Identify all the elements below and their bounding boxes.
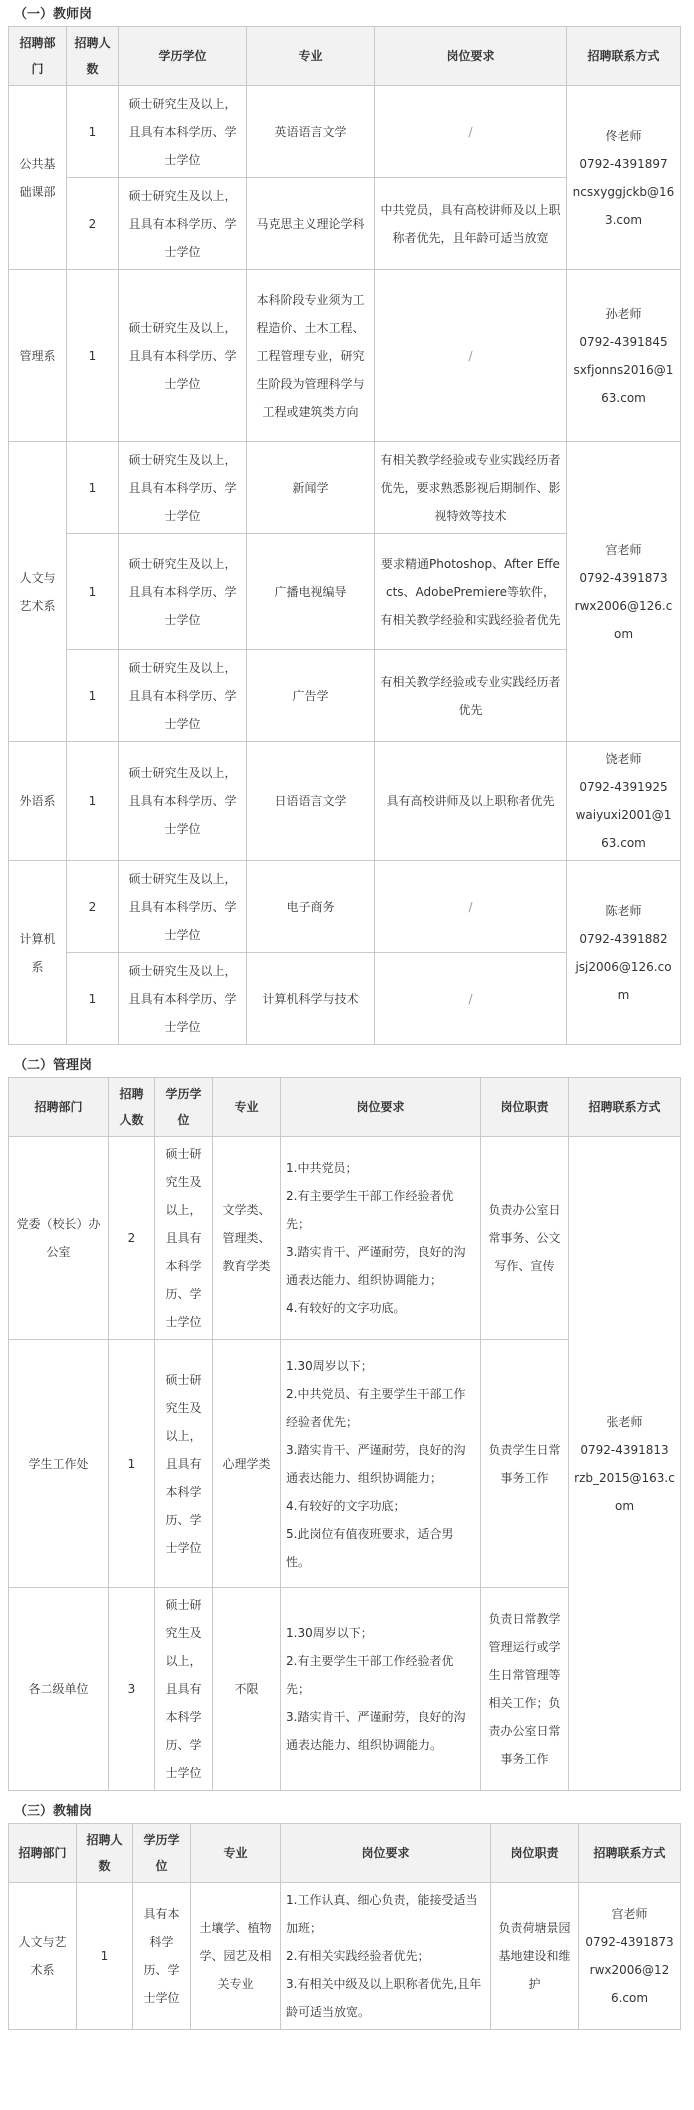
edu-cell: 硕士研究生及以上，且具有本科学历、学士学位 <box>155 1588 213 1791</box>
contact-cell: 佟老师 0792-4391897 ncsxyggjckb@163.com <box>567 86 681 270</box>
edu-cell: 硕士研究生及以上，且具有本科学历、学士学位 <box>119 742 247 861</box>
edu-cell: 硕士研究生及以上，且具有本科学历、学士学位 <box>119 86 247 178</box>
major-cell: 文学类、管理类、教育学类 <box>213 1137 281 1340</box>
header-cell: 招聘部门 <box>9 27 67 86</box>
edu-cell: 硕士研究生及以上，且具有本科学历、学士学位 <box>155 1340 213 1588</box>
dept-cell: 计算机系 <box>9 861 67 1045</box>
dept-cell: 管理系 <box>9 270 67 442</box>
req-cell: 具有高校讲师及以上职称者优先 <box>375 742 567 861</box>
duty-cell: 负责办公室日常事务、公文写作、宣传 <box>481 1137 569 1340</box>
header-cell: 专业 <box>213 1078 281 1137</box>
count-cell: 1 <box>67 442 119 534</box>
count-cell: 1 <box>67 953 119 1045</box>
header-cell: 专业 <box>191 1824 281 1883</box>
req-cell: / <box>375 861 567 953</box>
edu-cell: 硕士研究生及以上，且具有本科学历、学士学位 <box>119 442 247 534</box>
section-title-management: （二）管理岗 <box>14 1058 93 1073</box>
header-cell: 招聘部门 <box>9 1824 77 1883</box>
major-cell: 广播电视编导 <box>247 534 375 650</box>
dept-cell: 公共基础课部 <box>9 86 67 270</box>
section-title-support: （三）教辅岗 <box>14 1804 93 1819</box>
edu-cell: 硕士研究生及以上，且具有本科学历、学士学位 <box>155 1137 213 1340</box>
header-cell: 招聘部门 <box>9 1078 109 1137</box>
major-cell: 日语语言文学 <box>247 742 375 861</box>
dept-cell: 学生工作处 <box>9 1340 109 1588</box>
edu-cell: 硕士研究生及以上，且具有本科学历、学士学位 <box>119 534 247 650</box>
section-title-teacher: （一）教师岗 <box>14 7 93 22</box>
req-cell: 1.工作认真、细心负责，能接受适当加班； 2.有相关实践经验者优先； 3.有相关中级及以上职称者优先,且年龄可适当放宽。 <box>281 1883 491 2030</box>
major-cell: 英语语言文学 <box>247 86 375 178</box>
header-cell: 招聘联系方式 <box>567 27 681 86</box>
contact-cell: 陈老师 0792-4391882 jsj2006@126.com <box>567 861 681 1045</box>
count-cell: 1 <box>67 742 119 861</box>
table-header-row <box>9 1824 681 1883</box>
table-row <box>9 861 681 953</box>
major-cell: 新闻学 <box>247 442 375 534</box>
duty-cell: 负责日常教学管理运行或学生日常管理等相关工作；负责办公室日常事务工作 <box>481 1588 569 1791</box>
table-row <box>9 86 681 178</box>
count-cell: 1 <box>67 650 119 742</box>
support-table <box>8 1823 681 2030</box>
table-row <box>9 270 681 442</box>
edu-cell: 硕士研究生及以上，且具有本科学历、学士学位 <box>119 178 247 270</box>
header-cell: 招聘联系方式 <box>569 1078 681 1137</box>
edu-cell: 硕士研究生及以上，且具有本科学历、学士学位 <box>119 861 247 953</box>
header-cell: 岗位要求 <box>375 27 567 86</box>
header-cell: 学历学位 <box>133 1824 191 1883</box>
header-cell: 岗位要求 <box>281 1824 491 1883</box>
count-cell: 3 <box>109 1588 155 1791</box>
req-cell: 有相关教学经验或专业实践经历者优先 <box>375 650 567 742</box>
edu-cell: 硕士研究生及以上，且具有本科学历、学士学位 <box>119 270 247 442</box>
req-cell: 1.30周岁以下； 2.有主要学生干部工作经验者优先； 3.踏实肯干、严谨耐劳，良好的沟通表达能力、组织协调能力。 <box>281 1588 481 1791</box>
count-cell: 1 <box>109 1340 155 1588</box>
count-cell: 2 <box>67 861 119 953</box>
table-row <box>9 1137 681 1340</box>
req-cell: 中共党员，具有高校讲师及以上职称者优先，且年龄可适当放宽 <box>375 178 567 270</box>
header-cell: 招聘联系方式 <box>579 1824 681 1883</box>
count-cell: 1 <box>67 534 119 650</box>
contact-cell: 饶老师 0792-4391925 waiyuxi2001@163.com <box>567 742 681 861</box>
dept-cell: 人文与艺术系 <box>9 1883 77 2030</box>
major-cell: 电子商务 <box>247 861 375 953</box>
dept-cell: 外语系 <box>9 742 67 861</box>
management-table <box>8 1077 681 1791</box>
table-header-row <box>9 27 681 86</box>
major-cell: 土壤学、植物学、园艺及相关专业 <box>191 1883 281 2030</box>
table-row <box>9 1883 681 2030</box>
dept-cell: 人文与艺术系 <box>9 442 67 742</box>
contact-cell: 宫老师 0792-4391873 rwx2006@126.com <box>579 1883 681 2030</box>
edu-cell: 硕士研究生及以上，且具有本科学历、学士学位 <box>119 953 247 1045</box>
header-cell: 岗位职责 <box>491 1824 579 1883</box>
req-cell: / <box>375 86 567 178</box>
req-cell: 有相关教学经验或专业实践经历者优先，要求熟悉影视后期制作、影视特效等技术 <box>375 442 567 534</box>
major-cell: 本科阶段专业须为工程造价、土木工程、工程管理专业，研究生阶段为管理科学与工程或建筑类方向 <box>247 270 375 442</box>
count-cell: 2 <box>109 1137 155 1340</box>
count-cell: 2 <box>67 178 119 270</box>
req-cell: 要求精通Photoshop、After Effects、AdobePremiere等软件，有相关教学经验和实践经验者优先 <box>375 534 567 650</box>
count-cell: 1 <box>67 270 119 442</box>
dept-cell: 各二级单位 <box>9 1588 109 1791</box>
req-cell: 1.30周岁以下； 2.中共党员、有主要学生干部工作经验者优先； 3.踏实肯干、严谨耐劳，良好的沟通表达能力、组织协调能力； 4.有较好的文字功底； 5.此岗位有值夜班要求，适合男性。 <box>281 1340 481 1588</box>
edu-cell: 硕士研究生及以上，且具有本科学历、学士学位 <box>119 650 247 742</box>
header-cell: 招聘人数 <box>77 1824 133 1883</box>
duty-cell: 负责荷塘景园基地建设和维护 <box>491 1883 579 2030</box>
dept-cell: 党委（校长）办公室 <box>9 1137 109 1340</box>
major-cell: 广告学 <box>247 650 375 742</box>
major-cell: 不限 <box>213 1588 281 1791</box>
count-cell: 1 <box>77 1883 133 2030</box>
contact-cell: 张老师 0792-4391813 rzb_2015@163.com <box>569 1137 681 1791</box>
header-cell: 专业 <box>247 27 375 86</box>
major-cell: 马克思主义理论学科 <box>247 178 375 270</box>
header-cell: 学历学位 <box>119 27 247 86</box>
header-cell: 岗位职责 <box>481 1078 569 1137</box>
table-row <box>9 442 681 534</box>
req-cell: / <box>375 270 567 442</box>
header-cell: 学历学位 <box>155 1078 213 1137</box>
duty-cell: 负责学生日常事务工作 <box>481 1340 569 1588</box>
contact-cell: 孙老师 0792-4391845 sxfjonns2016@163.com <box>567 270 681 442</box>
major-cell: 心理学类 <box>213 1340 281 1588</box>
table-header-row <box>9 1078 681 1137</box>
count-cell: 1 <box>67 86 119 178</box>
contact-cell: 宫老师 0792-4391873 rwx2006@126.com <box>567 442 681 742</box>
edu-cell: 具有本科学历、学士学位 <box>133 1883 191 2030</box>
header-cell: 招聘人数 <box>109 1078 155 1137</box>
req-cell: 1.中共党员； 2.有主要学生干部工作经验者优先； 3.踏实肯干、严谨耐劳，良好的沟通表达能力、组织协调能力； 4.有较好的文字功底。 <box>281 1137 481 1340</box>
header-cell: 招聘人数 <box>67 27 119 86</box>
table-row <box>9 742 681 861</box>
header-cell: 岗位要求 <box>281 1078 481 1137</box>
major-cell: 计算机科学与技术 <box>247 953 375 1045</box>
teacher-table <box>8 26 681 1045</box>
req-cell: / <box>375 953 567 1045</box>
